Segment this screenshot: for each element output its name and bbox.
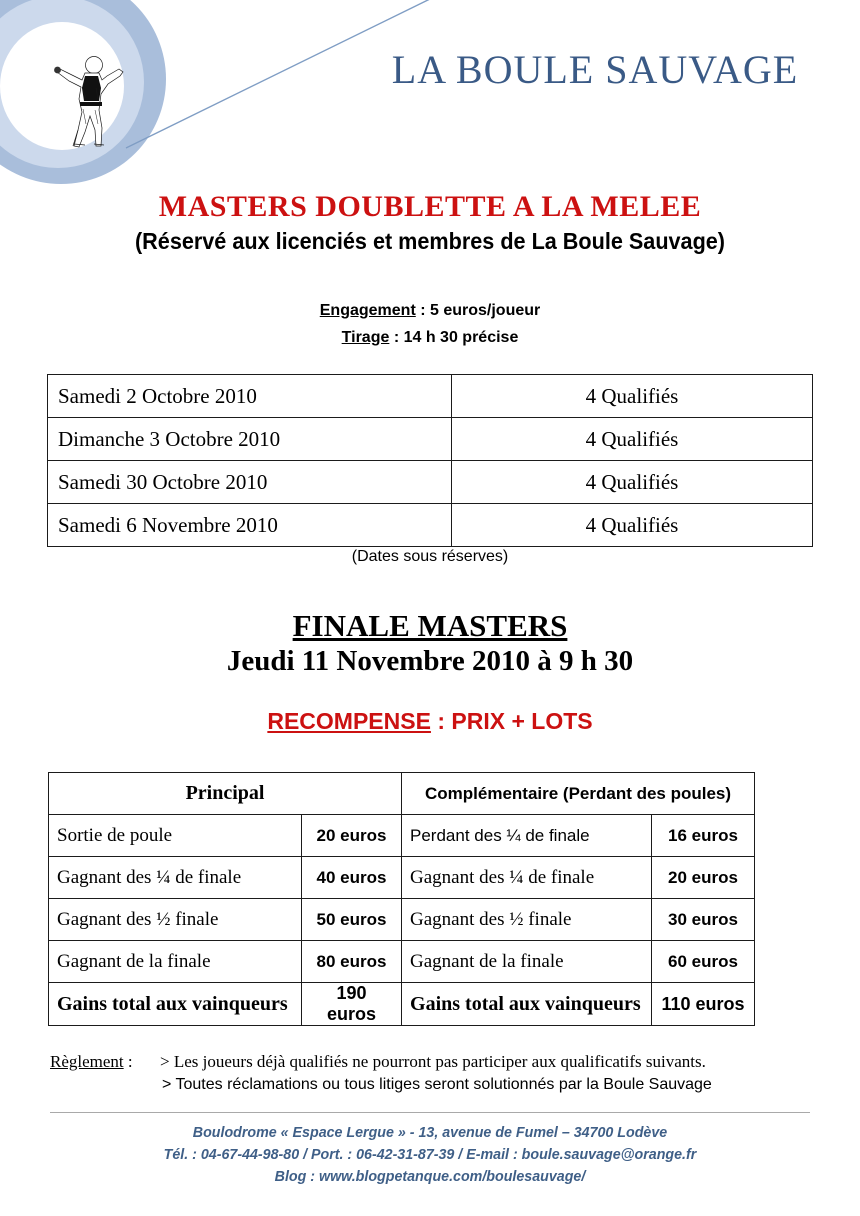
table-row <box>49 899 755 941</box>
tirage-line <box>0 324 860 351</box>
qualifier-date: Samedi 30 Octobre 2010 <box>48 461 452 504</box>
table-row <box>49 857 755 899</box>
complementaire-amount: 20 euros <box>652 857 755 899</box>
page-footer <box>22 1122 839 1188</box>
table-row <box>49 815 755 857</box>
engagement-label: Engagement <box>319 302 416 319</box>
reward-label: RECOMPENSE <box>267 708 431 734</box>
rules-label <box>50 1052 133 1072</box>
finale-title-text: FINALE MASTERS <box>292 608 568 643</box>
principal-total-label: Gains total aux vainqueurs <box>49 983 302 1026</box>
complementaire-label: Perdant des ¼ de finale <box>402 815 652 857</box>
dates-disclaimer: (Dates sous réserves) <box>351 548 509 565</box>
qualifier-count: 4 Qualifiés <box>452 504 813 547</box>
principal-amount: 80 euros <box>302 941 402 983</box>
page-subtitle: (Réservé aux licenciés et membres de La Boule Sauvage) <box>134 228 725 254</box>
principal-amount: 40 euros <box>302 857 402 899</box>
entry-info <box>0 297 860 351</box>
footer-address: Boulodrome « Espace Lergue » - 13, avenue de Fumel – 34700 Lodève <box>192 1124 668 1141</box>
complementaire-label: Gagnant de la finale <box>402 941 652 983</box>
rule-item: > Les joueurs déjà qualifiés ne pourront pas participer aux qualificatifs suivants. <box>160 1052 706 1071</box>
prizes-header-principal: Principal <box>49 773 402 815</box>
prizes-table <box>48 772 755 1026</box>
rule-item: > Toutes réclamations ou tous litiges seront solutionnés par la Boule Sauvage <box>162 1076 712 1093</box>
prizes-total-row <box>49 983 755 1026</box>
table-row <box>49 941 755 983</box>
principal-label: Gagnant des ½ finale <box>49 899 302 941</box>
table-row <box>48 375 813 418</box>
prizes-header-complementaire: Complémentaire (Perdant des poules) <box>402 773 755 815</box>
footer-blog: Blog : www.blogpetanque.com/boulesauvage/ <box>274 1168 586 1185</box>
complementaire-amount: 16 euros <box>652 815 755 857</box>
principal-total-amount: 190 euros <box>302 983 402 1026</box>
tirage-value: : 14 h 30 précise <box>389 329 519 346</box>
rules-label-text: Règlement <box>50 1052 124 1071</box>
table-row <box>48 461 813 504</box>
qualifier-date: Samedi 6 Novembre 2010 <box>48 504 452 547</box>
complementaire-total-label: Gains total aux vainqueurs <box>402 983 652 1026</box>
finale-title <box>0 608 860 644</box>
footer-divider <box>50 1112 810 1113</box>
table-row <box>48 418 813 461</box>
principal-amount: 20 euros <box>302 815 402 857</box>
principal-label: Gagnant des ¼ de finale <box>49 857 302 899</box>
complementaire-total-amount: 110 euros <box>652 983 755 1026</box>
page-header <box>0 0 860 178</box>
footer-contact: Tél. : 04-67-44-98-80 / Port. : 06-42-31-87-39 / E-mail : boule.sauvage@orange.fr <box>163 1146 697 1163</box>
qualifier-count: 4 Qualifiés <box>452 461 813 504</box>
rules-label-colon: : <box>123 1052 133 1071</box>
qualifier-date: Dimanche 3 Octobre 2010 <box>48 418 452 461</box>
complementaire-amount: 60 euros <box>652 941 755 983</box>
engagement-line <box>0 297 860 324</box>
qualifier-dates-table <box>47 374 813 547</box>
reward-line <box>0 708 860 735</box>
principal-amount: 50 euros <box>302 899 402 941</box>
organization-name: LA BOULE SAUVAGE <box>391 47 799 92</box>
complementaire-label: Gagnant des ½ finale <box>402 899 652 941</box>
complementaire-amount: 30 euros <box>652 899 755 941</box>
qualifier-count: 4 Qualifiés <box>452 375 813 418</box>
table-row <box>48 504 813 547</box>
finale-date: Jeudi 11 Novembre 2010 à 9 h 30 <box>226 645 634 677</box>
tirage-label: Tirage <box>341 329 390 346</box>
qualifier-count: 4 Qualifiés <box>452 418 813 461</box>
prizes-header-row <box>49 773 755 815</box>
principal-label: Sortie de poule <box>49 815 302 857</box>
principal-label: Gagnant de la finale <box>49 941 302 983</box>
complementaire-label: Gagnant des ¼ de finale <box>402 857 652 899</box>
engagement-value: : 5 euros/joueur <box>415 302 541 319</box>
reward-value: : PRIX + LOTS <box>430 708 593 734</box>
qualifier-date: Samedi 2 Octobre 2010 <box>48 375 452 418</box>
page-title: MASTERS DOUBLETTE A LA MELEE <box>158 190 702 223</box>
